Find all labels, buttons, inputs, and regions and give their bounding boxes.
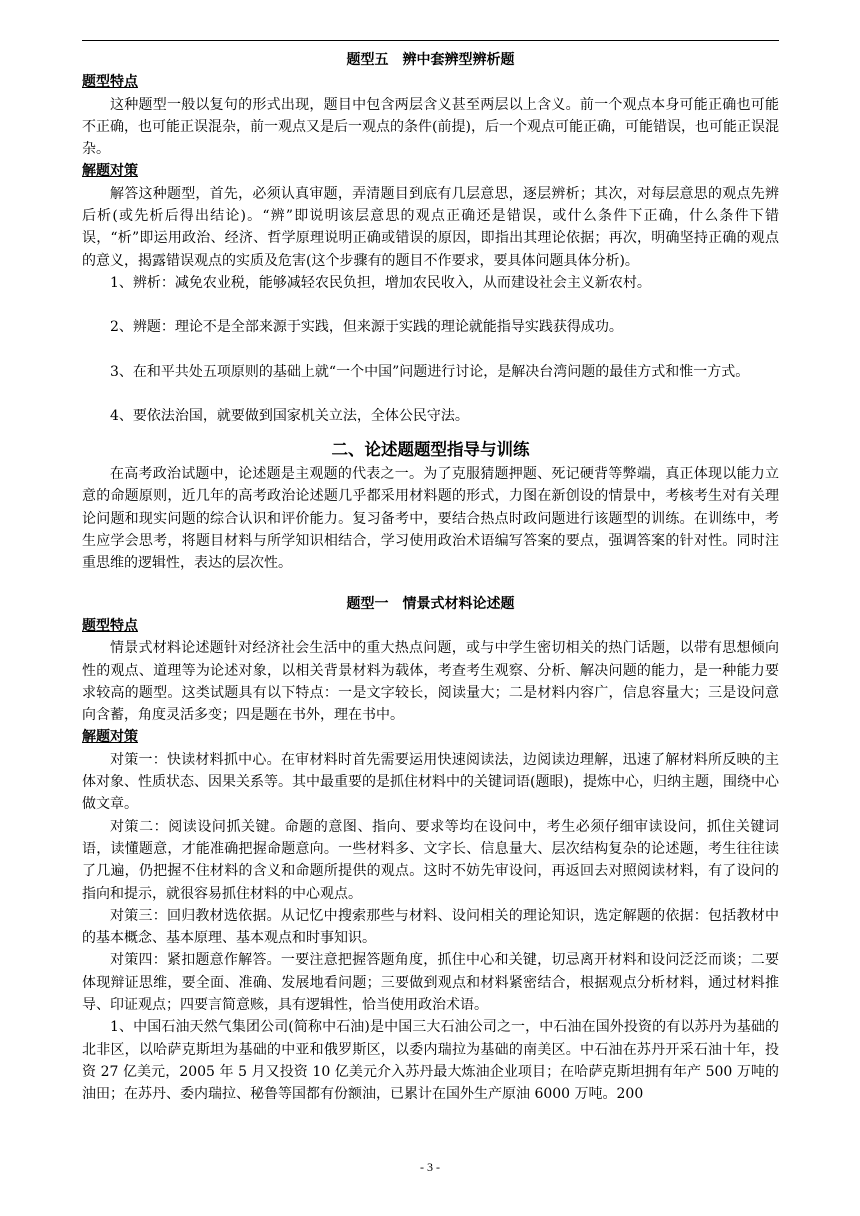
strategy-paragraph: 解答这种题型，首先，必须认真审题，弄清题目到底有几层意思，逐层辨析；其次，对每层意思的观点先辨后析(或先析后得出结论)。“辨”即说明该层意思的观点正确还是错误，或什么条件下正确，什么条件下错误，“析”即运用政治、经济、哲学原理说明正确或错误的原因，即指出其理论依据；再次，明确坚持正确的观点的意义，揭露错误观点的实质及危害(这个步骤有的题目不作要求，要具体问题具体分析)。 (82, 185, 779, 269)
question-item: 2、辨题：理论不是全部来源于实践，但来源于实践的理论就能指导实践获得成功。 (110, 319, 623, 336)
features-paragraph: 情景式材料论述题针对经济社会生活中的重大热点问题，或与中学生密切相关的热门话题，以带有思想倾向性的观点、道理等为论述对象，以相关背景材料为载体，考查考生观察、分析、解决问题的能力，是一种能力要求较高的题型。这类试题具有以下特点：一是文字较长，阅读量大；二是材料内容广，信息容量大；三是设问意向含蓄，角度灵活多变；四是题在书外，理在书中。 (82, 640, 779, 724)
question-item: 1、中国石油天然气集团公司(简称中石油)是中国三大石油公司之一，中石油在国外投资的有以苏丹为基础的北非区，以哈萨克斯坦为基础的中亚和俄罗斯区，以委内瑞拉为基础的南美区。中石油在苏丹开采石油十年，投资 27 亿美元，2005 年 5 月又投资 10 亿美元介入苏丹最大炼油企业项目；在哈萨克斯坦拥有年产 500 万吨的油田；在苏丹、委内瑞拉、秘鲁等国都有份额油，已累计在国外生产原油 6000 万吨。200 (82, 1019, 779, 1103)
question-item: 4、要依法治国，就要做到国家机关立法，全体公民守法。 (110, 407, 469, 424)
intro-paragraph: 在高考政治试题中，论述题是主观题的代表之一。为了克服猜题押题、死记硬背等弊端，真正体现以能力立意的命题原则，近几年的高考政治论述题几乎都采用材料题的形式，力图在新创设的情景中，考核考生对有关理论问题和现实问题的综合认识和评价能力。复习备考中，要结合热点时政问题进行该题型的训练。在训练中，考生应学会思考，将题目材料与所学知识相结合，学习使用政治术语编写答案的要点，强调答案的针对性。同时注重思维的逻辑性，表达的层次性。 (82, 466, 779, 572)
spacer (82, 427, 779, 437)
header-rule (82, 40, 779, 41)
strategy-label: 解题对策 (82, 729, 138, 746)
strategy-paragraph: 对策二：阅读设问抓关键。命题的意图、指向、要求等均在设问中，考生必须仔细审读设问，抓住关键词语，读懂题意，才能准确把握命题意向。一些材料多、文字长、信息量大、层次结构复杂的论述题，考生往往读了几遍，仍把握不住材料的含义和命题所提供的观点。这时不妨先审设问，再返回去对照阅读材料，有了设问的指向和提示，就很容易抓住材料的中心观点。 (82, 818, 779, 902)
spacer (82, 575, 779, 593)
features-label: 题型特点 (82, 74, 138, 91)
section-title: 题型五 辨中套辨型辨析题 (346, 52, 515, 68)
features-paragraph: 这种题型一般以复句的形式出现，题目中包含两层含义甚至两层以上含义。前一个观点本身可能正确也可能不正确，也可能正误混杂，前一观点又是后一观点的条件(前提)，后一个观点可能正确，可能错误，也可能正误混杂。 (82, 96, 779, 158)
part-title: 二、论述题题型指导与训练 (331, 440, 530, 460)
strategy-label: 解题对策 (82, 163, 138, 180)
question-item: 1、辨析：减免农业税，能够减轻农民负担，增加农民收入，从而建设社会主义新农村。 (110, 274, 651, 291)
answer-space (82, 294, 779, 316)
strategy-paragraph: 对策三：回归教材选依据。从记忆中搜索那些与材料、设问相关的理论知识，选定解题的依据：包括教材中的基本概念、基本原理、基本观点和时事知识。 (82, 907, 779, 947)
answer-space (82, 383, 779, 405)
page-number: - 3 - (420, 1160, 440, 1174)
strategy-paragraph: 对策四：紧扣题意作解答。一要注意把握答题角度，抓住中心和关键，切忌离开材料和设问泛泛而谈；二要体现辩证思维，要全面、准确、发展地看问题；三要做到观点和材料紧密结合，根据观点分析材料，通过材料推导、印证观点；四要言简意赅，具有逻辑性，恰当使用政治术语。 (82, 952, 779, 1013)
features-label: 题型特点 (82, 617, 138, 634)
question-item: 3、在和平共处五项原则的基础上就“一个中国”问题进行讨论，是解决台湾问题的最佳方式和惟一方式。 (110, 363, 750, 380)
section-title: 题型一 情景式材料论述题 (346, 595, 515, 612)
strategy-paragraph: 对策一：快读材料抓中心。在审材料时首先需要运用快速阅读法，边阅读边理解，迅速了解材料所反映的主体对象、性质状态、因果关系等。其中最重要的是抓住材料中的关键词语(题眼)，提炼中心，归纳主题，围绕中心做文章。 (82, 751, 779, 813)
page-content (82, 49, 779, 1105)
answer-space (82, 339, 779, 361)
